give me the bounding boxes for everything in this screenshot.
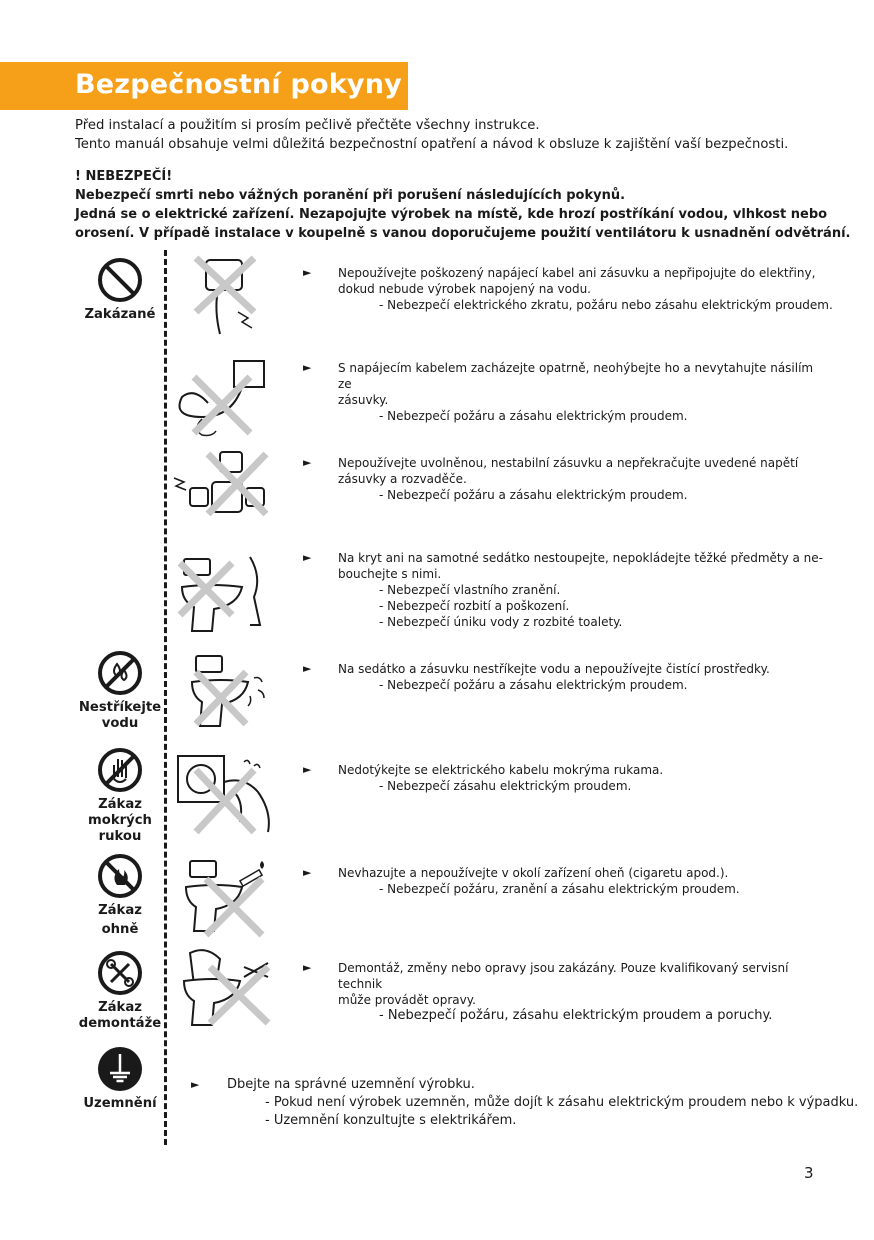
item-sub: - Nebezpečí požáru a zásahu elektrickým proudem. [379,678,688,692]
item-sub: - Nebezpečí požáru, zásahu elektrickým proudem a poruchy. [379,1008,773,1023]
item-line: Na sedátko a zásuvku nestříkejte vodu a nepoužívejte čistící prostředky. [338,662,770,676]
item-sub: - Nebezpečí elektrického zkratu, požáru nebo zásahu elektrickým proudem. [379,298,833,312]
no-disassembly-icon [97,950,143,996]
overloaded-socket-illustration [170,448,270,533]
symbol-label: rukou [98,829,142,844]
symbol-no-disassembly [72,950,168,1032]
item-line: Nepoužívejte uvolněnou, nestabilní zásuvku a nepřekračujte uvedené napětí [338,456,799,470]
arrow-icon: ► [191,1078,200,1091]
item-line: Demontáž, změny nebo opravy jsou zakázány. Pouze kvalifikovaný servisní technik [338,961,789,991]
prohibited-icon [97,257,143,303]
item-sub: - Nebezpečí zásahu elektrickým proudem. [379,779,632,793]
item-line: Na kryt ani na samotné sedátko nestoupejte, nepokládejte těžké předměty a ne- [338,551,823,565]
warning-line: Nebezpečí smrti nebo vážných poranění při porušení následujících pokynů. [75,188,626,203]
item-line: zásuvky. [338,393,389,407]
item-line: Nevhazujte a nepoužívejte v okolí zařízení oheň (cigaretu apod.). [338,866,729,880]
intro-line: Před instalací a použitím si prosím pečlivě přečtěte všechny instrukce. [75,118,540,133]
no-wet-hands-icon [97,747,143,793]
no-fire-icon [97,853,143,899]
arrow-icon: ► [303,361,312,374]
arrow-icon: ► [303,866,312,879]
symbol-grounding [72,1046,168,1112]
symbol-label: Zakázané [84,307,156,322]
intro-line: Tento manuál obsahuje velmi důležitá bezpečnostní opatření a návod k obsluze k zajištění vaší bezpečnosti. [75,137,789,152]
symbol-label: mokrých [88,813,152,828]
symbol-label: ohně [101,922,139,937]
item-line: bouchejte s nimi. [338,567,442,581]
symbol-label: Zákaz [98,903,142,918]
symbol-label: Nestříkejte [78,700,162,715]
symbol-prohibited [72,257,168,323]
symbol-label: vodu [101,716,139,731]
item-line: Nedotýkejte se elektrického kabelu mokrýma rukama. [338,763,664,777]
item-line: může provádět opravy. [338,993,476,1007]
item-line: Dbejte na správné uzemnění výrobku. [227,1077,475,1092]
symbol-no-fire [72,853,168,938]
arrow-icon: ► [303,662,312,675]
warning-head: ! NEBEZPEČÍ! [75,169,173,184]
ground-icon [97,1046,143,1092]
symbol-no-wet-hands [72,747,168,845]
arrow-icon: ► [303,961,312,974]
item-sub: - Uzemnění konzultujte s elektrikářem. [265,1113,517,1128]
arrow-icon: ► [303,266,312,279]
item-line: S napájecím kabelem zacházejte opatrně, neohýbejte ho a nevytahujte násilím ze [338,361,814,391]
stepping-on-seat-illustration [172,553,272,638]
item-sub: - Nebezpečí vlastního zranění. [379,583,561,597]
symbol-no-spray [72,650,168,732]
no-water-spray-icon [97,650,143,696]
symbol-label: demontáže [78,1016,162,1031]
item-sub: - Nebezpečí požáru, zranění a zásahu elektrickým proudem. [379,882,740,896]
bent-cable-illustration [172,357,272,437]
item-sub: - Nebezpečí požáru a zásahu elektrickým proudem. [379,488,688,502]
item-line: dokud nebude výrobek napojený na vodu. [338,282,591,296]
symbol-label: Zákaz [98,797,142,812]
disassembly-toilet-illustration [176,945,286,1030]
warning-line: orosení. V případě instalace v koupelně s vanou doporučujeme použití ventilátoru k usnadnění odvětrání. [75,226,851,241]
item-sub: - Nebezpečí rozbití a poškození. [379,599,570,613]
page-title: Bezpečnostní pokyny [75,69,402,100]
spraying-water-illustration [184,652,274,732]
page-number: 3 [804,1164,814,1182]
wet-hands-socket-illustration [174,752,280,842]
title-banner [0,62,408,110]
arrow-icon: ► [303,456,312,469]
item-sub: - Pokud není výrobek uzemněn, může dojít k zásahu elektrickým proudem nebo k výpadku. [265,1095,859,1110]
warning-line: Jedná se o elektrické zařízení. Nezapojujte výrobek na místě, kde hrozí postříkání vodou, vlhkost nebo [75,207,828,222]
item-sub: - Nebezpečí požáru a zásahu elektrickým proudem. [379,409,688,423]
intro-paragraph [75,116,835,154]
item-sub: - Nebezpečí úniku vody z rozbité toalety. [379,615,623,629]
symbol-label: Zákaz [98,1000,142,1015]
damaged-plug-illustration [188,252,268,342]
fire-near-toilet-illustration [176,855,276,940]
danger-warning [75,167,851,243]
item-line: zásuvky a rozvaděče. [338,472,467,486]
arrow-icon: ► [303,551,312,564]
arrow-icon: ► [303,763,312,776]
symbol-label: Uzemnění [83,1096,157,1111]
item-line: Nepoužívejte poškozený napájecí kabel ani zásuvku a nepřipojujte do elektřiny, [338,266,816,280]
